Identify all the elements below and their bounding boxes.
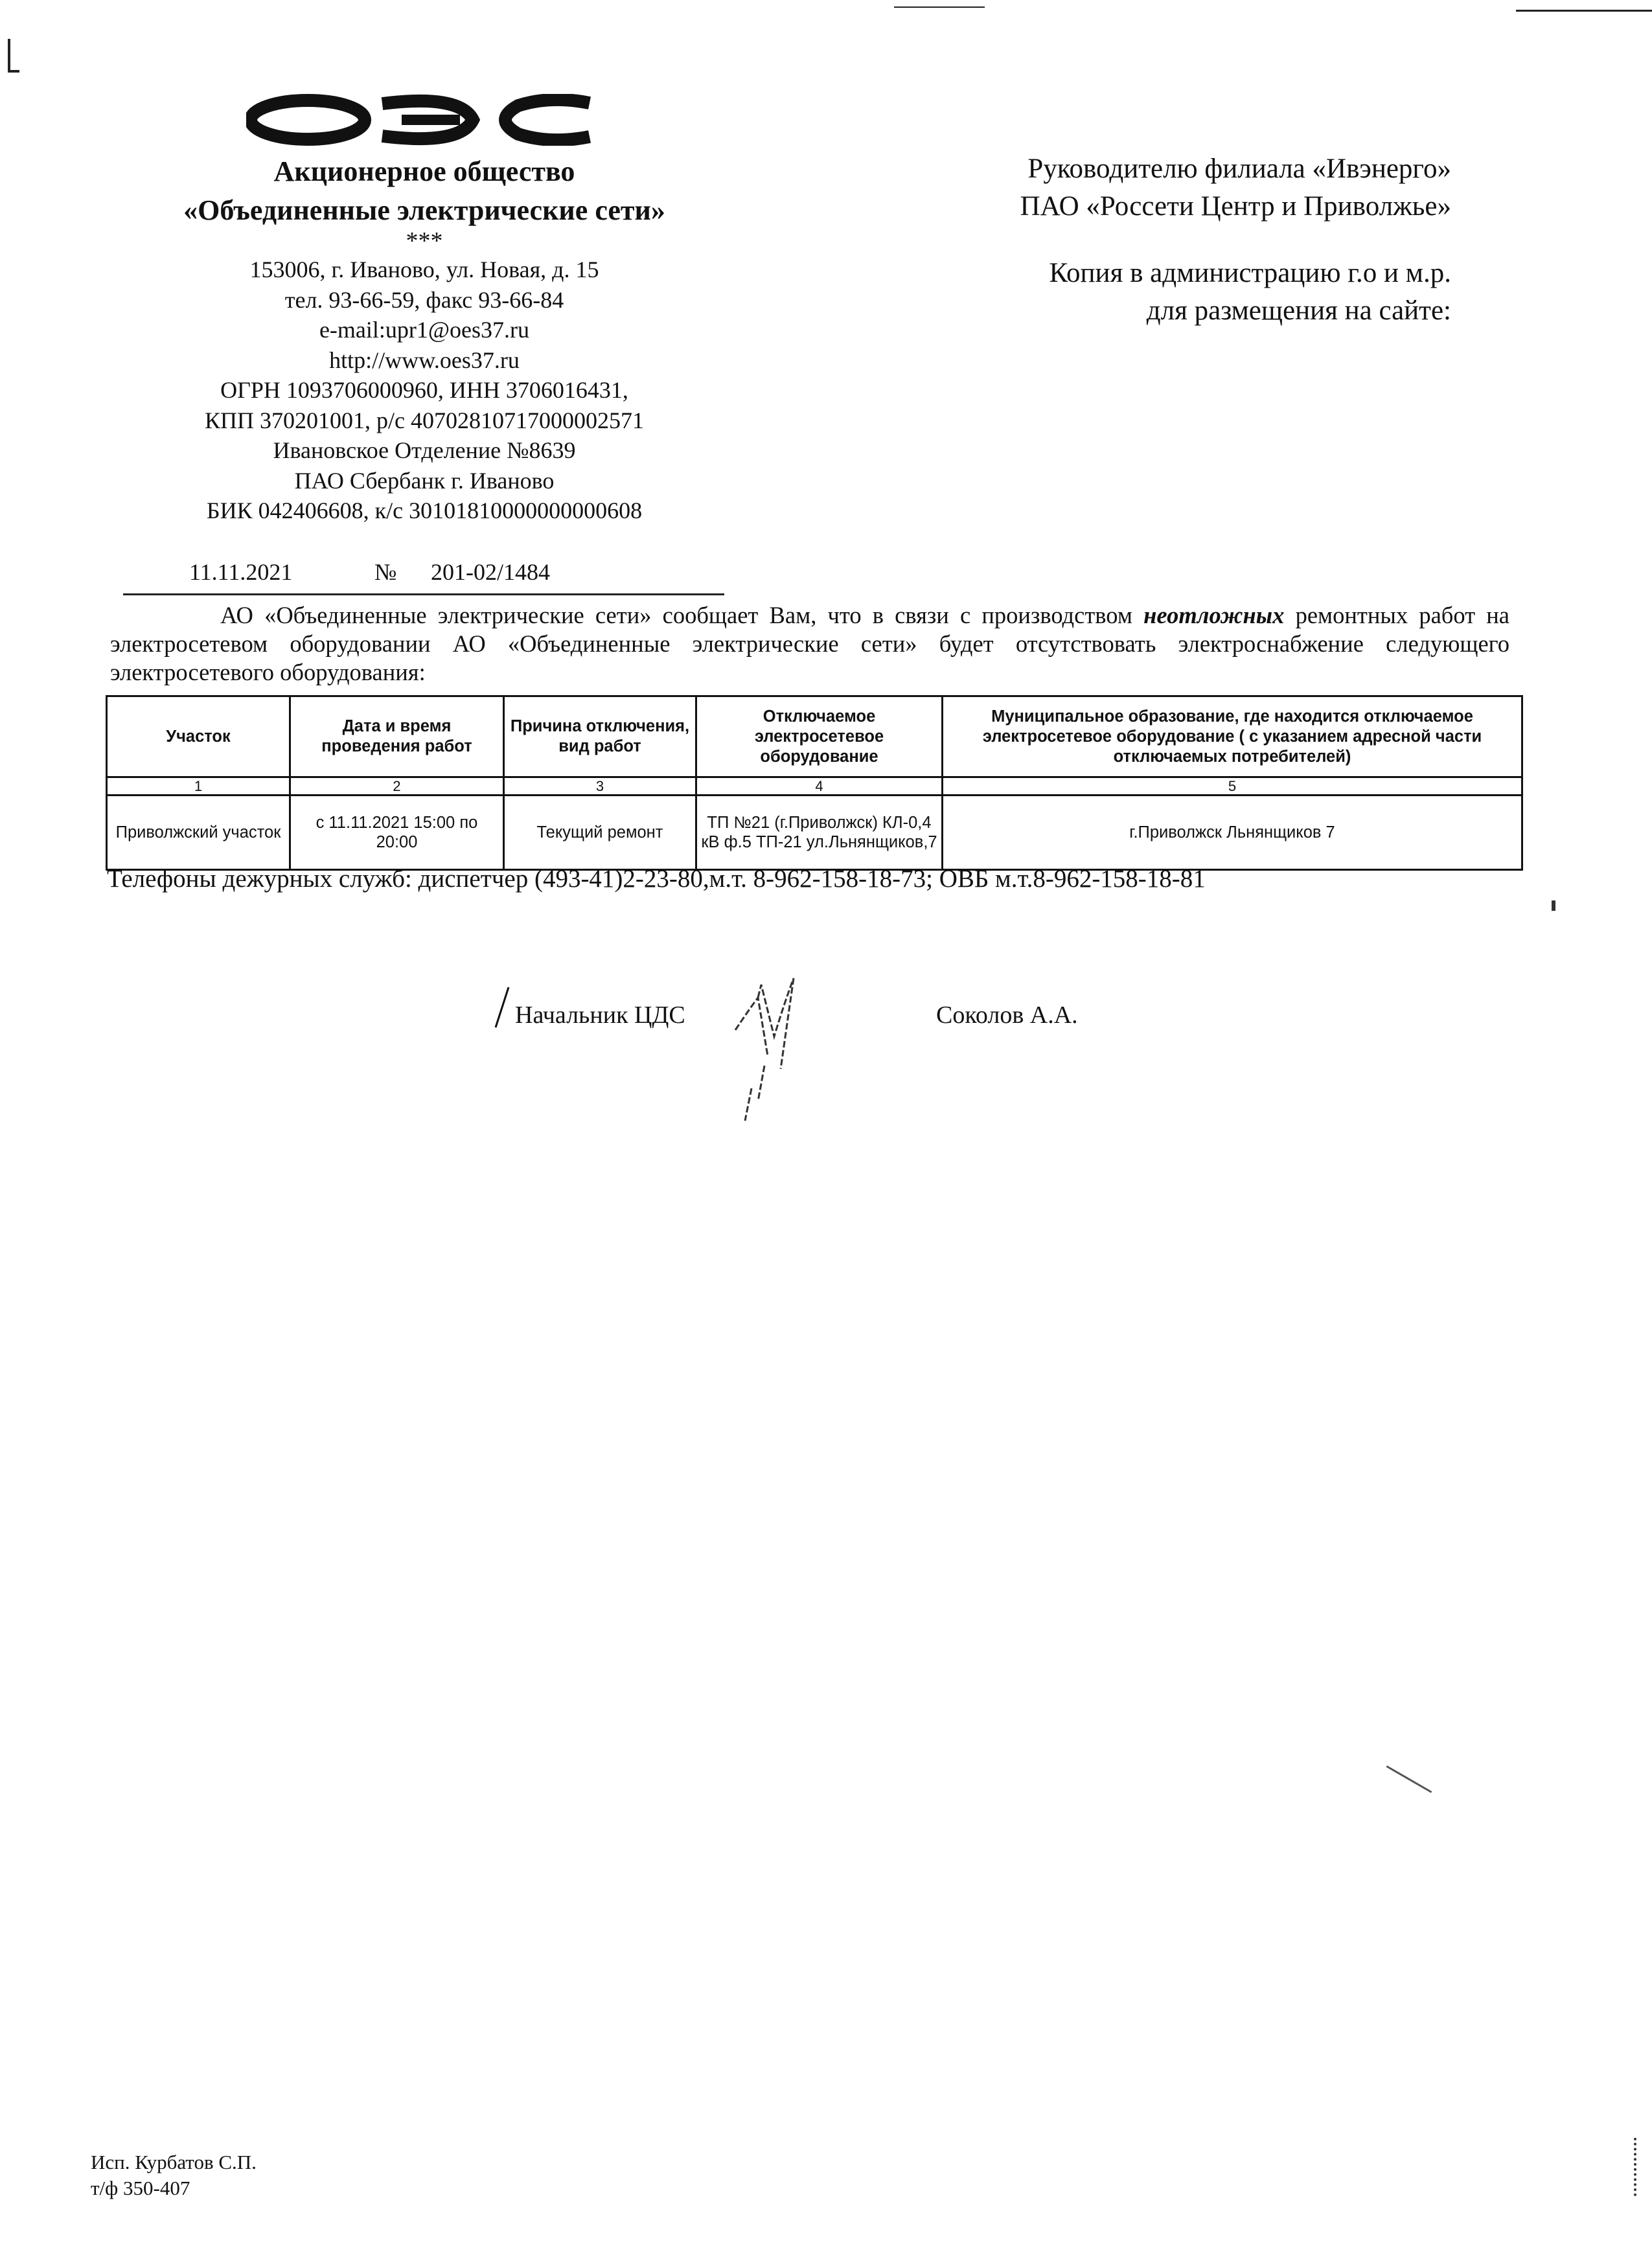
signatory-role: Начальник ЦДС <box>515 1002 685 1029</box>
duty-phones: Телефоны дежурных служб: диспетчер (493-41)2-23-80,м.т. 8-962-158-18-73; ОВБ м.т.8-962-158-18-81 <box>107 865 1206 893</box>
signatory-name: Соколов А.А. <box>936 1002 1078 1029</box>
org-name: «Объединенные электрические сети» <box>183 194 665 226</box>
check-mark-icon <box>489 985 515 1030</box>
document-underline <box>123 593 724 595</box>
sender-phone: тел. 93-66-59, факс 93-66-84 <box>284 286 564 313</box>
sender-header <box>117 152 732 230</box>
intro-paragraph <box>110 601 1509 687</box>
scan-artifact-line <box>894 6 985 8</box>
scan-artifact-mark <box>8 39 19 73</box>
header-location: Муниципальное образование, где находится отключаемое электросетевое оборудование ( с указанием адресной части отключаемых потребителей) <box>943 696 1522 777</box>
org-stars: *** <box>406 227 443 255</box>
document-date: 11.11.2021 <box>189 559 293 585</box>
copy-line-1: Копия в администрацию г.о и м.р. <box>1049 258 1451 288</box>
cell-location: г.Приволжск Льнянщиков 7 <box>943 796 1522 870</box>
header-reason: Причина отключения, вид работ <box>504 696 696 777</box>
column-number: 4 <box>696 777 943 796</box>
sender-details <box>117 255 732 526</box>
header-equipment: Отключаемое электросетевое оборудование <box>696 696 943 777</box>
sender-email: e-mail:upr1@oes37.ru <box>319 317 530 343</box>
sender-bank: ПАО Сбербанк г. Иваново <box>294 467 555 494</box>
outage-table <box>106 695 1523 871</box>
intro-text-2: ремонтных работ на электросетевом оборудовании АО «Объединенные электрические сети» будет отсутствовать электроснабжение следующего электросетевого оборудования: <box>110 602 1509 685</box>
column-number: 3 <box>504 777 696 796</box>
sender-website: http://www.oes37.ru <box>329 347 520 373</box>
scan-artifact-mark <box>1386 1765 1432 1793</box>
intro-text-1: АО «Объединенные электрические сети» сообщает Вам, что в связи с производством <box>220 602 1144 628</box>
cell-equipment: ТП №21 (г.Приволжск) КЛ-0,4 кВ ф.5 ТП-21 ул.Льнянщиков,7 <box>696 796 943 870</box>
cell-datetime: с 11.11.2021 15:00 по 20:00 <box>290 796 504 870</box>
table-header-row <box>107 696 1522 777</box>
column-number: 5 <box>943 777 1522 796</box>
cell-reason: Текущий ремонт <box>504 796 696 870</box>
column-number: 1 <box>107 777 290 796</box>
scan-artifact-line <box>1516 10 1652 12</box>
table-row <box>107 796 1522 870</box>
recipient-line-2: ПАО «Россети Центр и Приволжье» <box>1020 191 1451 222</box>
document-number-sign: № <box>374 559 397 585</box>
org-type: Акционерное общество <box>273 155 575 187</box>
header-section: Участок <box>107 696 290 777</box>
recipient-block <box>739 150 1451 225</box>
sender-address: 153006, г. Иваново, ул. Новая, д. 15 <box>249 257 599 282</box>
handwritten-signature <box>696 959 832 1134</box>
executor-block <box>91 2149 257 2201</box>
intro-emphasis: неотложных <box>1143 602 1285 628</box>
copy-block <box>739 255 1451 330</box>
scan-artifact-mark <box>1634 2138 1639 2196</box>
recipient-line-1: Руководителю филиала «Ивэнерго» <box>1027 154 1451 184</box>
executor-phone: т/ф 350-407 <box>91 2177 190 2199</box>
sender-ogrn-inn: ОГРН 1093706000960, ИНН 3706016431, <box>220 377 628 403</box>
cell-section: Приволжский участок <box>107 796 290 870</box>
column-number: 2 <box>290 777 504 796</box>
header-datetime: Дата и время проведения работ <box>290 696 504 777</box>
executor-name: Исп. Курбатов С.П. <box>91 2151 257 2173</box>
scan-artifact-mark <box>1552 900 1555 911</box>
oes-logo <box>246 94 596 146</box>
column-number-row <box>107 777 1522 796</box>
copy-line-2: для размещения на сайте: <box>1146 295 1451 326</box>
sender-bank-branch: Ивановское Отделение №8639 <box>273 437 576 463</box>
sender-kpp-account: КПП 370201001, р/с 40702810717000002571 <box>205 407 644 433</box>
document-number: 201-02/1484 <box>431 559 550 585</box>
sender-bik: БИК 042406608, к/с 30101810000000000608 <box>206 498 643 523</box>
